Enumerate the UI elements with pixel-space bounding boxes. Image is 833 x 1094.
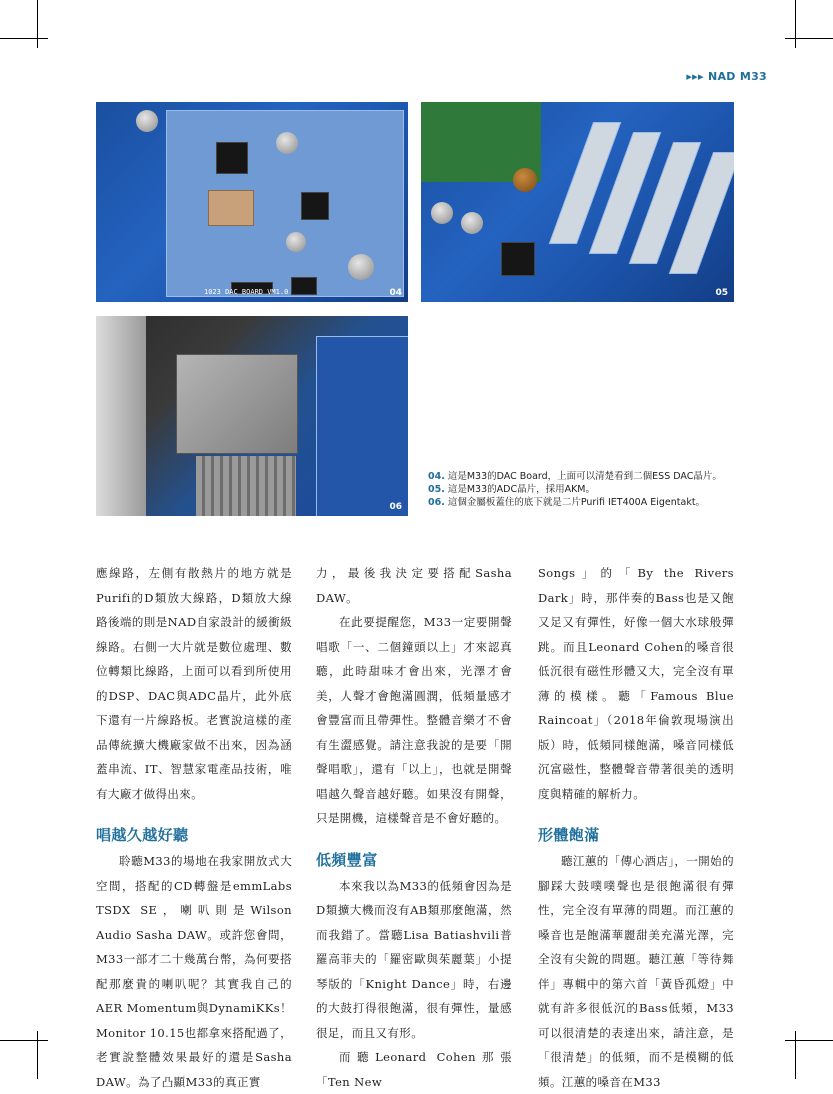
paragraph: 聆聽M33的場地在我家開放式大空間，搭配的CD轉盤是emmLabs TSDX SE，喇叭則是Wilson Audio Sasha DAW。或許您會問，M33一部才二十幾萬台幣，為何要搭配那麼貴的喇叭呢？其實我自己的AER Momentum與DynamiKKs！Monitor 10.15也都拿來搭配過了，老實說整體效果最好的還是Sasha DAW。為了凸顯M33的真正實	[96, 854, 292, 1089]
crop-mark	[785, 38, 833, 39]
crystal-oscillator	[208, 190, 254, 226]
caption-number: 06.	[428, 497, 445, 508]
caption-04	[428, 470, 768, 483]
photo-amp-module	[96, 316, 408, 516]
caption-number: 04.	[428, 471, 445, 482]
photo-captions	[428, 470, 768, 509]
dac-chip	[291, 277, 317, 295]
paragraph: Songs」的「By the Rivers Dark」時，那伴奏的Bass也是又飽又足又有彈性，好像一個大水球般彈跳。而且Leonard Cohen的嗓音很低沉很有磁性形體又大，完全沒有單薄的模樣。聽「Famous Blue Raincoat」（2018年倫敦現場演出版）時，低頻同樣飽滿，嗓音同樣低沉富磁性，整體聲音帶著很美的透明度與精確的解析力。	[538, 566, 734, 801]
capacitor	[136, 110, 158, 132]
control-board	[316, 336, 408, 516]
photo-dac-board	[96, 102, 408, 302]
crop-mark	[785, 1040, 833, 1041]
section-heading: 低頻豐富	[316, 850, 378, 869]
section-heading: 形體飽滿	[538, 826, 600, 844]
capacitor	[431, 202, 453, 224]
adc-chip	[501, 242, 535, 276]
capacitor	[461, 212, 483, 234]
chassis-side	[96, 316, 146, 516]
caption-05	[428, 483, 768, 496]
caption-text: 這是M33的DAC Board，上面可以清楚看到二個ESS DAC晶片。	[447, 471, 722, 482]
paragraph: 本來我以為M33的低頻會因為是D類擴大機而沒有AB類那麼飽滿，然而我錯了。當聽Lisa Batiashvili普羅高菲夫的「羅密歐與茱麗葉」小提琴版的「Knight Dance」時，右邊的大鼓打得很飽滿，很有彈性，量感很足，而且又有形。	[316, 878, 512, 1040]
caption-number: 05.	[428, 484, 445, 495]
capacitor	[286, 232, 306, 252]
paragraph: 在此要提醒您，M33一定要開聲唱歌「一、二個鐘頭以上」才來認真聽，此時甜味才會出來，光澤才會美，人聲才會飽滿圓潤，低頻量感才會豐富而且帶彈性。整體音樂才不會有生澀感覺。請注意我說的是要「開聲唱歌」，還有「以上」，也就是開聲唱越久聲音越好聽。如果沒有開聲，只是開機，這樣聲音是不會好聽的。	[316, 615, 512, 825]
capacitor	[276, 132, 298, 154]
photo-number: 06	[389, 502, 402, 512]
caption-06	[428, 496, 768, 509]
caption-text: 這個金屬板蓋住的底下就是二片Purifi IET400A Eigentakt。	[447, 497, 706, 508]
paragraph: 力，最後我決定要搭配Sasha DAW。	[316, 566, 512, 605]
board-label: 1023 DAC BOARD VM1.0	[204, 288, 289, 296]
crop-mark	[795, 1031, 796, 1079]
crop-mark	[37, 1031, 38, 1079]
article-column-2	[316, 561, 512, 1094]
crop-mark	[0, 1040, 48, 1041]
paragraph: 應線路，左側有散熱片的地方就是Purifi的D類放大線路，D類放大線路後端的則是NAD自家設計的緩衝級線路。右側一大片就是數位處理、數位轉類比線路，上面可以看到所使用的DSP、DAC與ADC晶片，此外底下還有一片線路板。老實說這樣的產品傳統擴大機廠家做不出來，因為涵蓋串流、IT、智慧家電產品技術，唯有大廠才做得出來。	[96, 566, 292, 801]
crop-mark	[37, 0, 38, 48]
crop-mark	[795, 0, 796, 48]
capacitor	[513, 168, 537, 192]
paragraph: 而聽Leonard Cohen那張「Ten New	[316, 1050, 512, 1089]
photo-number: 05	[715, 288, 728, 298]
dac-chip	[216, 142, 248, 174]
section-heading: 唱越久越好聽	[96, 826, 189, 844]
section-header: ▸▸▸ NAD M33	[686, 70, 767, 83]
heatsink	[196, 456, 296, 516]
article-column-1	[96, 561, 292, 1094]
dac-chip	[301, 192, 329, 220]
paragraph: 聽江蕙的「傳心酒店」，一開始的腳踩大鼓噗噗聲也是很飽滿很有彈性，完全沒有單薄的問題。而江蕙的嗓音也是飽滿華麗甜美充滿光澤，完全沒有尖銳的問題。聽江蕙「等待舞伴」專輯中的第六首「黃昏孤燈」中就有許多很低沉的Bass低頻，M33可以很清楚的表達出來，請注意，是「很清楚」的低頻，而不是模糊的低頻。江蕙的嗓音在M33	[538, 854, 734, 1089]
caption-text: 這是M33的ADC晶片，採用AKM。	[447, 484, 596, 495]
photo-adc	[421, 102, 734, 302]
article-column-3	[538, 561, 734, 1094]
capacitor	[348, 254, 374, 280]
photo-number: 04	[389, 288, 402, 298]
metal-cover-plate	[176, 354, 298, 454]
crop-mark	[0, 38, 48, 39]
